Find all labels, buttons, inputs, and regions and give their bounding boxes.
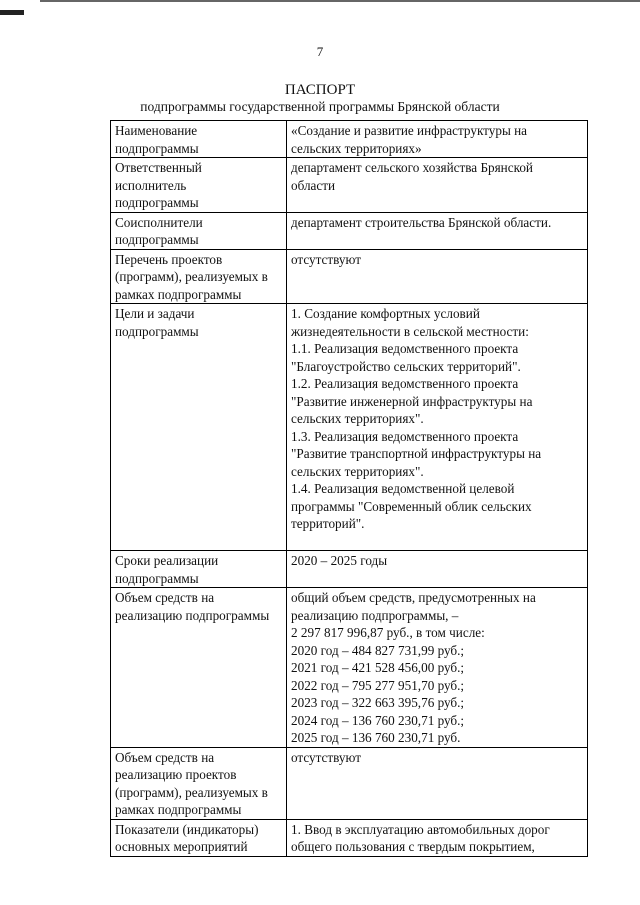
row-value-line: территорий". [291, 516, 365, 531]
table-row [111, 819, 588, 856]
row-value-line: области [291, 177, 336, 193]
row-value-line: 1.2. Реализация ведомственного проекта [291, 376, 519, 391]
row-label-cell [111, 551, 287, 588]
row-value-line: 2020 – 2025 годы [291, 553, 388, 568]
row-value-line: отсутствуют [291, 251, 361, 267]
row-value-cell [287, 249, 588, 304]
row-value-line: программы "Современный облик сельских [291, 498, 532, 514]
row-value-cell [287, 158, 588, 213]
row-label-line: Объем средств на [115, 590, 215, 605]
row-label-cell [111, 212, 287, 249]
scan-edge-line [40, 0, 640, 2]
row-value-line: 1.4. Реализация ведомственной целевой [291, 481, 515, 496]
scan-artifact [0, 10, 24, 15]
table-row [111, 747, 588, 819]
row-value-cell [287, 747, 588, 819]
table-row [111, 588, 588, 748]
row-value-line: "Благоустройство сельских территорий". [291, 358, 521, 374]
row-label-line: реализацию подпрограммы [115, 607, 270, 623]
passport-table [110, 120, 588, 857]
row-label-line: Объем средств на [115, 749, 215, 765]
document-subtitle: подпрограммы государственной программы Брянской области [140, 99, 500, 114]
passport-table-body [111, 121, 588, 857]
row-value-line: сельских территориях» [291, 140, 422, 156]
row-value-line: департамент строительства Брянской области. [291, 214, 552, 230]
row-label-line: Показатели (индикаторы) [115, 821, 259, 837]
row-value-cell [287, 304, 588, 551]
table-row [111, 551, 588, 588]
row-label-cell [111, 588, 287, 748]
row-value-line: 2025 год – 136 760 230,71 руб. [291, 730, 461, 745]
row-label-cell [111, 747, 287, 819]
row-value-cell [287, 212, 588, 249]
row-label-line: Перечень проектов [115, 251, 223, 267]
table-row [111, 304, 588, 551]
table-row [111, 158, 588, 213]
row-label-line: подпрограммы [115, 140, 199, 156]
row-label-line: исполнитель [115, 177, 187, 193]
row-label-line: (программ), реализуемых в [115, 269, 268, 284]
row-label-line: основных мероприятий [115, 839, 248, 854]
row-value-line: сельских территориях". [291, 411, 424, 426]
row-value-line: 2021 год – 421 528 456,00 руб.; [291, 660, 465, 675]
row-value-line: департамент сельского хозяйства Брянской [291, 160, 533, 175]
row-value-line: 2022 год – 795 277 951,70 руб.; [291, 677, 465, 693]
row-value-line: 2 297 817 996,87 руб., в том числе: [291, 625, 485, 640]
page-number: 7 [316, 44, 324, 59]
row-value-line: 2020 год – 484 827 731,99 руб.; [291, 642, 465, 658]
row-label-cell [111, 249, 287, 304]
row-label-cell [111, 158, 287, 213]
table-row [111, 121, 588, 158]
row-value-line: 2023 год – 322 663 395,76 руб.; [291, 695, 465, 710]
row-value-line: "Развитие инженерной инфраструктуры на [291, 393, 533, 409]
row-value-line: общего пользования с твердым покрытием, [291, 839, 535, 854]
row-label-line: подпрограммы [115, 195, 199, 210]
row-value-line: 1.3. Реализация ведомственного проекта [291, 428, 519, 444]
row-value-line: реализацию подпрограммы, – [291, 607, 459, 623]
row-value-cell [287, 121, 588, 158]
row-value-line: «Создание и развитие инфраструктуры на [291, 123, 528, 138]
row-value-cell [287, 551, 588, 588]
row-value-line: 2024 год – 136 760 230,71 руб.; [291, 712, 465, 728]
table-row [111, 249, 588, 304]
row-label-cell [111, 304, 287, 551]
row-label-line: рамках подпрограммы [115, 286, 242, 302]
row-label-line: Ответственный [115, 160, 202, 175]
row-label-cell [111, 121, 287, 158]
row-label-line: подпрограммы [115, 570, 199, 586]
row-value-line [291, 533, 584, 551]
row-label-line: рамках подпрограммы [115, 802, 242, 817]
row-value-line: общий объем средств, предусмотренных на [291, 590, 536, 605]
row-label-line: Соисполнители [115, 214, 203, 230]
row-value-line: сельских территориях". [291, 463, 424, 479]
row-value-line: жизнедеятельности в сельской местности: [291, 323, 529, 339]
row-label-line: реализацию проектов [115, 767, 237, 782]
row-value-line: 1. Создание комфортных условий [291, 306, 480, 321]
document-title: ПАСПОРТ [284, 82, 356, 98]
row-label-line: подпрограммы [115, 323, 199, 339]
row-label-line: Наименование [115, 123, 198, 138]
row-value-cell [287, 588, 588, 748]
row-value-line: "Развитие транспортной инфраструктуры на [291, 446, 542, 461]
row-value-line: 1.1. Реализация ведомственного проекта [291, 341, 519, 356]
row-value-cell [287, 819, 588, 856]
row-value-line: отсутствуют [291, 749, 361, 765]
table-row [111, 212, 588, 249]
row-label-line: Цели и задачи [115, 306, 195, 321]
row-value-line: 1. Ввод в эксплуатацию автомобильных дорог [291, 821, 550, 837]
row-label-cell [111, 819, 287, 856]
row-label-line: подпрограммы [115, 232, 199, 247]
row-label-line: (программ), реализуемых в [115, 784, 268, 800]
row-label-line: Сроки реализации [115, 553, 219, 568]
